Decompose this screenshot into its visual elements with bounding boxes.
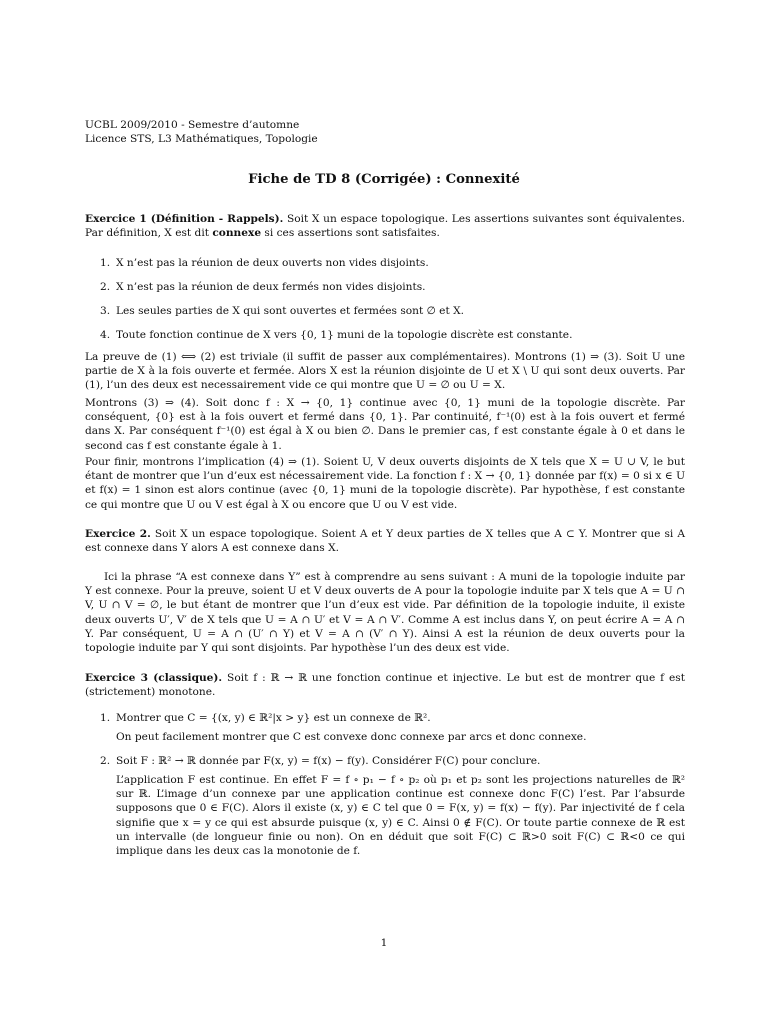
exercise-1-label: Exercice 1 (Définition - Rappels). (85, 213, 284, 225)
page-title: Fiche de TD 8 (Corrigée) : Connexité (248, 172, 520, 187)
keyword-connexe: connexe (212, 227, 262, 240)
page-number: 1 (380, 937, 388, 949)
list-item: 3. Les seules parties de X qui sont ouvertes et fermées sont ∅ et X. (100, 305, 464, 317)
exercise-3-label: Exercice 3 (classique). (85, 672, 223, 684)
exercise-1-proof-3-4: Montrons (3) ⇒ (4). Soit donc f : X → {0, 1} continue avec {0, 1} muni de la topologie discrète. Par conséquent, {0} est à la fois ouvert et fermé dans {0, 1}. Par continuité, f⁻¹(0) est à la fois ouvert et fermé dans X. Par conséquent f⁻¹(0) est égal à X ou bien ∅. Dans le premier cas, f est constante égale à 0 et dans le second cas f est constante égale à 1. (85, 397, 685, 452)
exercise-3-answer-2: L’application F est continue. En effet F = f ∘ p₁ − f ∘ p₂ où p₁ et p₂ sont les projections naturelles de ℝ² sur ℝ. L’image d’un connexe par une application continue est connexe donc F(C) l’est. Par l’absurde supposons que 0 ∈ F(C). Alors il existe (x, y) ∈ C tel que 0 = F(x, y) = f(x) − f(y). Par injectivité de f cela signifie que x = y ce qui est absurde puisque (x, y) ∈ C. Ainsi 0 ∉ F(C). Or toute partie connexe de ℝ est un intervalle (de longueur finie ou non). On en déduit que soit F(C) ⊂ ℝ>0 soit F(C) ⊂ ℝ<0 ce qui implique dans les deux cas la monotonie de f. (116, 774, 685, 858)
exercise-2-statement: Exercice 2. Soit X un espace topologique. Soient A et Y deux parties de X telles que A ⊂ Y. Montrer que si A est connexe dans Y alors A est connexe dans X. (85, 528, 685, 555)
list-item: 1. X n’est pas la réunion de deux ouverts non vides disjoints. (100, 257, 429, 269)
exercise-3-answer-1: On peut facilement montrer que C est convexe donc connexe par arcs et donc connexe. (116, 731, 587, 743)
list-item: 4. Toute fonction continue de X vers {0, 1} muni de la topologie discrète est constante. (100, 329, 573, 341)
exercise-3-statement: Exercice 3 (classique). Soit f : ℝ → ℝ une fonction continue et injective. Le but est de montrer que f est (strictement) monotone. (85, 672, 686, 699)
header-program-line: Licence STS, L3 Mathématiques, Topologie (85, 133, 318, 146)
exercise-2-solution: Ici la phrase “A est connexe dans Y” est à comprendre au sens suivant : A muni de la topologie induite par Y est connexe. Pour la preuve, soient U et V deux ouverts de A pour la topologie induite par X tels que A = U ∩ V, U ∩ V = ∅, le but étant de montrer que l’un d’eux est vide. Par définition de la topologie induite, il existe deux ouverts U′, V′ de X tels que U = A ∩ U′ et V = A ∩ V′. Comme A est inclus dans Y, on peut écrire A = A ∩ Y. Par conséquent, U = A ∩ (U′ ∩ Y) et V = A ∩ (V′ ∩ Y). Ainsi A est la réunion de deux ouverts pour la topologie induite par Y qui sont disjoints. Par hypothèse l’un des deux est vide. (85, 571, 685, 655)
exercise-3-question-2: 2. Soit F : ℝ² → ℝ donnée par F(x, y) = f(x) − f(y). Considérer F(C) pour conclure. (100, 755, 541, 767)
header-course-line: UCBL 2009/2010 - Semestre d’automne (85, 119, 300, 131)
document-header (85, 118, 685, 146)
exercise-3-question-1: 1. Montrer que C = {(x, y) ∈ ℝ²|x > y} est un connexe de ℝ². (100, 712, 431, 724)
exercise-2-label: Exercice 2. (85, 528, 151, 540)
list-item: 2. X n’est pas la réunion de deux fermés non vides disjoints. (100, 281, 426, 293)
exercise-1-statement: Exercice 1 (Définition - Rappels). Soit X un espace topologique. Les assertions suivantes sont équivalentes. Par définition, X est dit connexe si ces assertions sont satisfaites. (85, 213, 685, 240)
exercise-1-proof-4-1: Pour finir, montrons l’implication (4) ⇒ (1). Soient U, V deux ouverts disjoints de X tels que X = U ∪ V, le but étant de montrer que l’un d’eux est nécessairement vide. La fonction f : X → {0, 1} donnée par f(x) = 0 si x ∈ U et f(x) = 1 sinon est alors continue (avec {0, 1} muni de la topologie discrète). Par hypothèse, f est constante ce qui montre que U ou V est égal à X ou encore que U ou V est vide. (85, 456, 685, 511)
exercise-1-proof-1-3: La preuve de (1) ⟺ (2) est triviale (il suffit de passer aux complémentaires). Montrons (1) ⇒ (3). Soit U une partie de X à la fois ouverte et fermée. Alors X est la réunion disjointe de U et X \ U qui sont deux ouverts. Par (1), l’un des deux est necessairement vide ce qui montre que U = ∅ ou U = X. (85, 351, 685, 392)
